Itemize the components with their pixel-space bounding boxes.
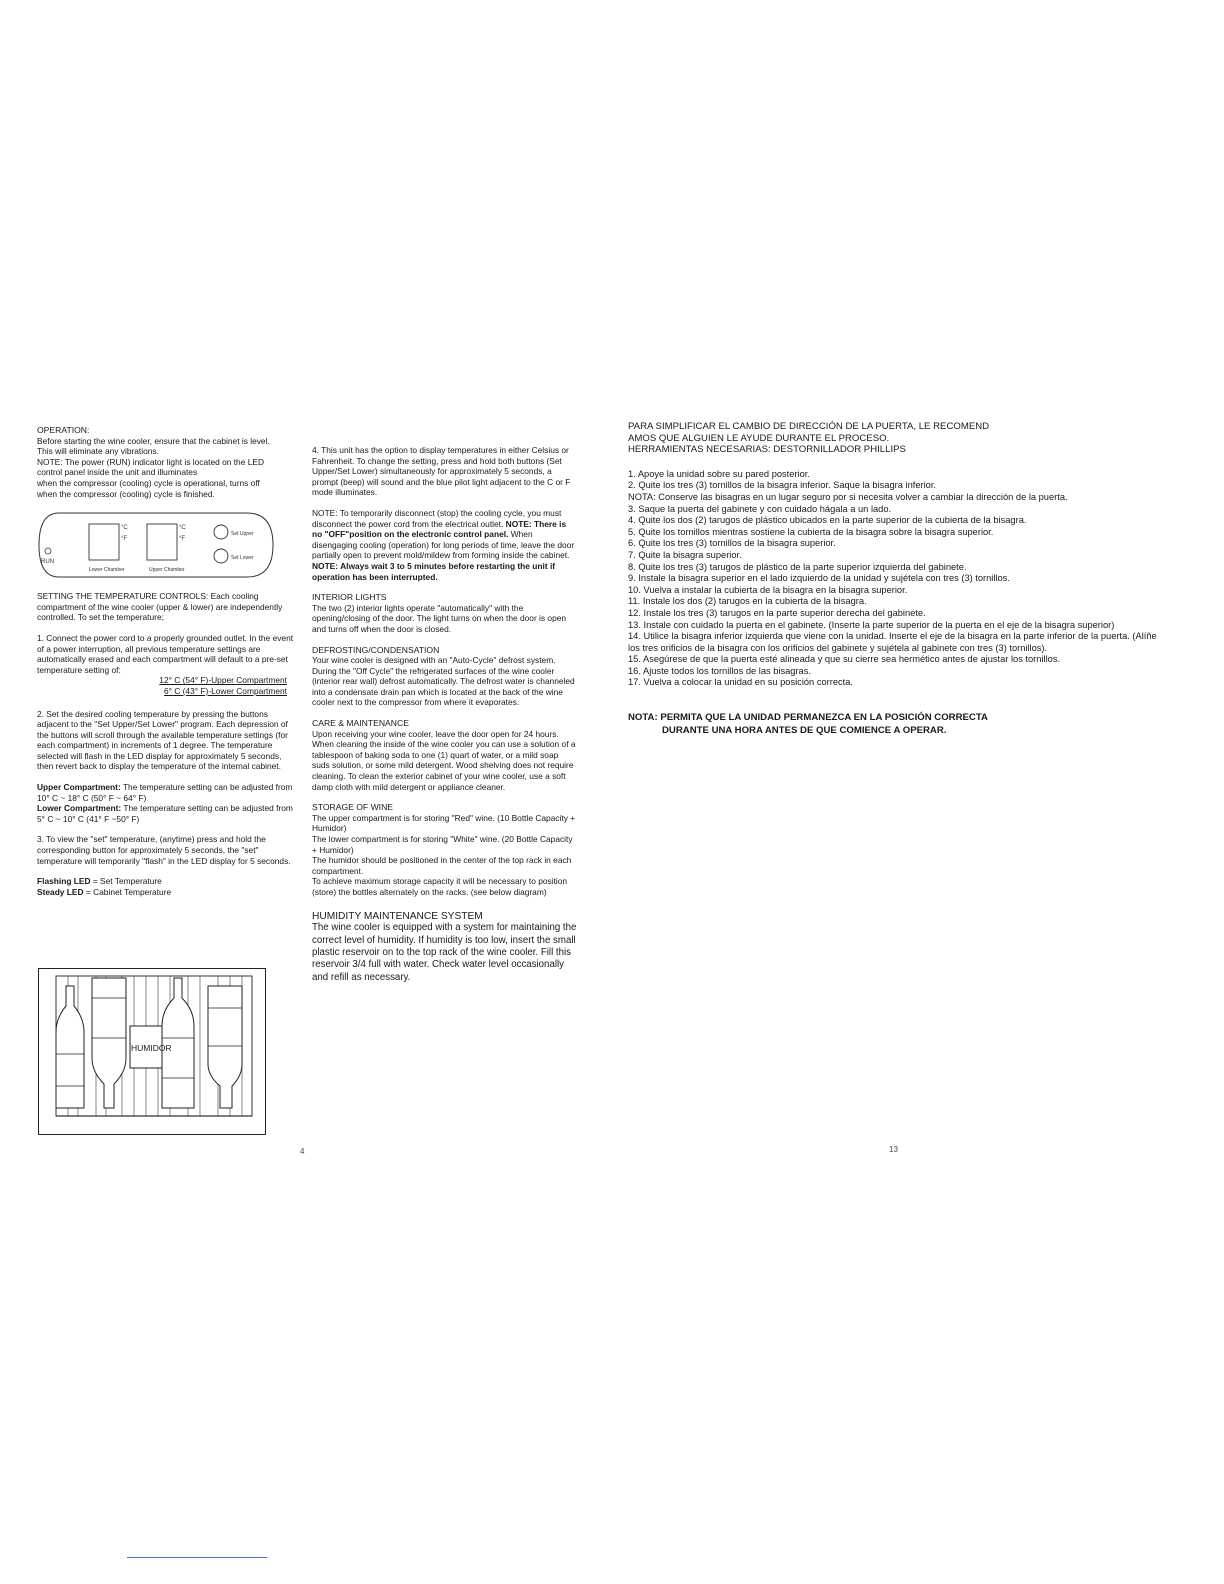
flashing-led-text: = Set Temperature — [90, 876, 162, 887]
default-upper: 12° C (54° F)-Upper Compartment — [159, 675, 287, 686]
header-line: AMOS QUE ALGUIEN LE AYUDE DURANTE EL PROCESO. — [628, 432, 890, 444]
humidity-text: The wine cooler is equipped with a system for maintaining the correct level of humidity. If humidity is too low, insert the small plastic reservoir on to the top rack of the wine cooler. Fill this reservoir 3/4 full with water. Check water level occasionally and refill as necessary. — [312, 922, 577, 983]
operation-section — [37, 425, 295, 499]
step-3: 3. To view the "set" temperature, (anytime) press and hold the corresponding button for approximately 5 seconds, the "set" temperature will temporarily "flash" in the LED display for 5 seconds. — [37, 834, 291, 866]
note-bold: NOTE: There is no "OFF"position on the electronic control panel. — [312, 518, 567, 540]
step-item: 16. Ajuste todos los tornillos de las bisagras. — [628, 665, 811, 676]
setting-intro: SETTING THE TEMPERATURE CONTROLS: Each cooling compartment of the wine cooler (upper & lower) are independently controlled. To set the temperature; — [37, 591, 283, 623]
note-wait: NOTE: Always wait 3 to 5 minutes before restarting the unit if operation has been interrupted. — [312, 560, 556, 582]
operation-line: Before starting the wine cooler, ensure that the cabinet is level. — [37, 435, 270, 446]
step-item: 1. Apoye la unidad sobre su pared posterior. — [628, 468, 810, 479]
spanish-header — [628, 421, 1168, 456]
step-item: 7. Quite la bisagra superior. — [628, 549, 742, 560]
nota-line-2: DURANTE UNA HORA ANTES DE QUE COMIENCE A OPERAR. — [662, 725, 947, 737]
operation-line: This will eliminate any vibrations. — [37, 446, 159, 457]
default-lower: 6° C (43° F)-Lower Compartment — [163, 685, 287, 696]
led-legend — [37, 876, 295, 897]
middle-column — [312, 445, 578, 984]
step-item: 11. Instale los dos (2) tarugos en la cubierta de la bisagra. — [628, 596, 867, 607]
upper-deg-f: °F — [179, 536, 186, 543]
upper-compartment-label: Upper Compartment: — [37, 782, 121, 793]
set-lower-button-icon — [214, 549, 228, 563]
lower-chamber-display — [89, 524, 119, 560]
nota-line-1: NOTA: PERMITA QUE LA UNIDAD PERMANEZCA EN LA POSICIÓN CORRECTA — [628, 712, 988, 724]
page-number-left: 4 — [300, 1147, 305, 1156]
header-line: HERRAMIENTAS NECESARIAS: DESTORNILLADOR PHILLIPS — [628, 444, 906, 456]
run-indicator-icon — [45, 548, 51, 554]
storage-line: The upper compartment is for storing "Red" wine. (10 Bottle Capacity + Humidor) — [312, 812, 576, 834]
control-panel-diagram — [37, 511, 263, 575]
step-item: 9. Instale la bisagra superior en el lado izquierdo de la unidad y sujétela con tres (3) tornillos. — [628, 573, 1010, 584]
operation-line: when the compressor (cooling) cycle is operational, turns off — [37, 477, 260, 488]
header-line: PARA SIMPLIFICAR EL CAMBIO DE DIRECCIÓN DE LA PUERTA, LE RECOMEND — [628, 421, 990, 432]
defrost-heading: DEFROSTING/CONDENSATION — [312, 644, 440, 655]
lower-deg-c: °C — [121, 525, 128, 532]
storage-line: The lower compartment is for storing "White" wine. (20 Bottle Capacity + Humidor) — [312, 834, 573, 855]
spanish-steps — [628, 469, 1168, 689]
humidor-label: HUMIDOR — [131, 1043, 172, 1053]
lower-compartment-text: The temperature setting can be adjusted from 5° C ~ 10° C (41° F ~50° F) — [37, 803, 293, 824]
step-item: 15. Asegúrese de que la puerta esté alineada y que su cierre sea hermético antes de ajustar los tornillos. — [628, 654, 1061, 665]
step-item: 4. Quite los dos (2) tarugos de plástico ubicados en la parte superior de la cubierta de la bisagra. — [628, 515, 1027, 526]
operation-heading: OPERATION: — [37, 425, 90, 435]
step-item: 2. Quite los tres (3) tornillos de la bisagra inferior. Saque la bisagra inferior. — [628, 480, 936, 491]
steady-led-text: = Cabinet Temperature — [83, 886, 172, 897]
step-item: 3. Saque la puerta del gabinete y con cuidado hágala a un lado. — [628, 503, 892, 514]
care-text: Upon receiving your wine cooler, leave the door open for 24 hours. When cleaning the inside of the wine cooler you can use a solution of a tablespoon of baking soda to one (1) quart of water, or a mild soap suds solution, or some mild detergent. Wood shelving does not require cleaning. To clean the exterior cabinet of your wine cooler, use a soft damp cloth with mild detergent or appliance cleaner. — [312, 728, 576, 792]
set-lower-label: Set Lower — [231, 555, 254, 562]
operation-line: when the compressor (cooling) cycle is finished. — [37, 488, 215, 499]
storage-diagram — [38, 968, 266, 1135]
right-column — [628, 421, 1168, 737]
lower-chamber-label: Lower Chamber — [89, 567, 125, 574]
upper-deg-c: °C — [179, 525, 186, 532]
step-item: 17. Vuelva a colocar la unidad en su posición correcta. — [628, 677, 853, 688]
step-1: 1. Connect the power cord to a properly grounded outlet. In the event of a power interruption, all previous temperature settings are automatically erased and each compartment will default to a pre-set temperature setting of: — [37, 632, 294, 675]
left-column — [37, 425, 295, 907]
upper-compartment-text: The temperature setting can be adjusted from 10° C ~ 18° C (50° F ~ 64° F) — [37, 782, 293, 803]
lower-deg-f: °F — [121, 536, 128, 543]
step-item: 6. Quite los tres (3) tornillos de la bisagra superior. — [628, 538, 836, 549]
interior-lights-heading: INTERIOR LIGHTS — [312, 592, 387, 603]
defrost-text: Your wine cooler is designed with an "Auto-Cycle" defrost system. During the "Off Cycle" the refrigerated surfaces of the wine cooler (interior rear wall) defrost automatically. The defrost water is channeled into a condensate drain pan which is located at the back of the wine cooler next to the compressor from where it evaporates. — [312, 655, 575, 708]
wine-bottle-icon — [208, 986, 242, 1108]
step-item: 8. Quite los tres (3) tarugos de plástico de la parte superior izquierda del gabinete. — [628, 561, 967, 572]
run-label: RUN — [41, 559, 54, 566]
upper-chamber-label: Upper Chamber — [149, 567, 185, 574]
compartment-ranges — [37, 782, 295, 824]
note-text-2: When disengaging cooling (operation) for long periods of time, leave the door partially open to prevent mold/mildew from forming inside the cabinet. — [312, 529, 575, 561]
care-heading: CARE & MAINTENANCE — [312, 718, 409, 729]
page-number-right: 13 — [889, 1145, 898, 1154]
step-4: 4. This unit has the option to display temperatures in either Celsius or Fahrenheit. To change the setting, press and hold both buttons (Set Upper/Set Lower) simultaneously for approximately 5 seconds, a prompt (beep) will sound and the blue pilot light adjacent to the C or F mode illuminates. — [312, 445, 571, 498]
interior-lights-text: The two (2) interior lights operate "automatically" with the opening/closing of the door. The light turns on when the door is open and turns off when the door is closed. — [312, 602, 567, 634]
step-item: 5. Quite los tornillos mientras sostiene la cubierta de la bisagra sobre la bisagra superior. — [628, 526, 994, 537]
set-upper-label: Set Upper — [231, 531, 254, 538]
bottom-divider — [127, 1557, 267, 1558]
operation-line: NOTE: The power (RUN) indicator light is located on the LED — [37, 456, 264, 467]
default-settings — [37, 675, 287, 696]
steady-led-label: Steady LED — [37, 886, 84, 897]
set-upper-button-icon — [214, 525, 228, 539]
storage-line: To achieve maximum storage capacity it will be necessary to position (store) the bottles alternately on the racks. (see below diagram) — [312, 876, 568, 897]
step-item: 12. Instale los tres (3) tarugos en la parte superior derecha del gabinete. — [628, 607, 926, 618]
storage-line: The humidor should be positioned in the center of the top rack in each compartment. — [312, 855, 572, 876]
step-item: 13. Instale con cuidado la puerta en el gabinete. (Inserte la parte superior de la puerta en el eje de la bisagra superior) — [628, 619, 1115, 630]
operation-line: control panel inside the unit and illuminates — [37, 467, 198, 478]
wine-bottle-icon — [92, 978, 126, 1108]
step-2: 2. Set the desired cooling temperature by pressing the buttons adjacent to the "Set Upper/Set Lower" program. Each depression of the buttons will scroll through the available temperature settings (for each compartment) in increments of 1 degree. The temperature selected will flash in the LED display for approximately 5 seconds, then revert back to display the temperature of the internal cabinet. — [37, 708, 288, 772]
step-item: 14. Utilice la bisagra inferior izquierda que viene con la unidad. Inserte el eje de la bisagra en la parte inferior de la puerta. (Alíñe los tres orificios de la bisagra con los orificios del gabinete y sujétela al gabinete con tres (3) tornillos). — [628, 631, 1157, 653]
upper-chamber-display — [147, 524, 177, 560]
storage-heading: STORAGE OF WINE — [312, 802, 394, 813]
note-disconnect — [312, 508, 578, 561]
note-text: NOTE: To temporarily disconnect (stop) the cooling cycle, you must disconnect the power cord from the electrical outlet. — [312, 507, 562, 529]
nota-warning — [628, 711, 1168, 737]
step-item: NOTA: Conserve las bisagras en un lugar seguro por si necesita volver a cambiar la dirección de la puerta. — [628, 491, 1068, 502]
humidity-heading: HUMIDITY MAINTENANCE SYSTEM — [312, 910, 483, 922]
lower-compartment-label: Lower Compartment: — [37, 803, 122, 814]
step-item: 10. Vuelva a instalar la cubierta de la bisagra en la bisagra superior. — [628, 584, 908, 595]
wine-bottle-icon — [56, 986, 84, 1108]
flashing-led-label: Flashing LED — [37, 876, 91, 887]
